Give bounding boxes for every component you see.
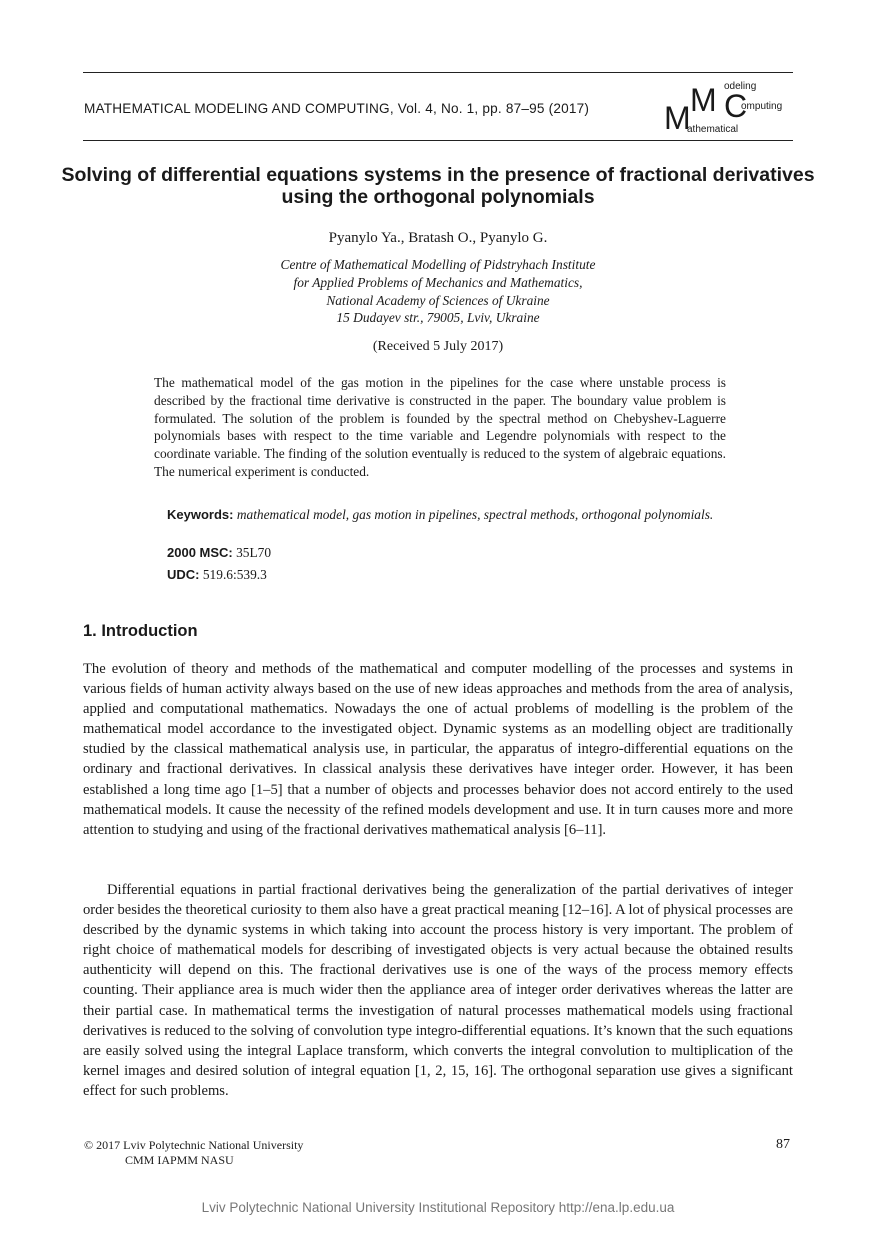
- udc-classification: [167, 567, 267, 583]
- footer-copyright: [84, 1138, 303, 1168]
- logo-letter-m1: M: [664, 100, 691, 136]
- affiliation-line: National Academy of Sciences of Ukraine: [326, 292, 550, 308]
- keywords-label: Keywords:: [167, 507, 234, 522]
- header-top-rule: [83, 72, 793, 73]
- paper-authors: Pyanylo Ya., Bratash O., Pyanylo G.: [328, 230, 548, 246]
- page-number: 87: [776, 1137, 790, 1152]
- msc-label: 2000 MSC:: [167, 545, 233, 560]
- received-date: (Received 5 July 2017): [372, 339, 504, 354]
- msc-classification: [167, 545, 271, 561]
- abstract: The mathematical model of the gas motion in the pipelines for the case where unstable process is described by the fractional time derivative is constructed in the paper. The boundary value problem is formulated. The solution of the problem is founded by the spectral method on Chebyshev-Laguerre polynomials bases with respect to the time variable and Legendre polynomials with respect to the coordinate variable. The finding of the solution eventually is reduced to the system of algebraic equations. The numerical experiment is conducted.: [154, 375, 726, 479]
- keywords-text: mathematical model, gas motion in pipelines, spectral methods, orthogonal polynomials.: [236, 507, 714, 522]
- affiliation: [0, 256, 876, 327]
- logo-word-athematical: athematical: [687, 124, 739, 135]
- affiliation-line: for Applied Problems of Mechanics and Mathematics,: [293, 274, 583, 290]
- affiliation-line: Centre of Mathematical Modelling of Pidstryhach Institute: [280, 257, 596, 272]
- copyright-text: © 2017 Lviv Polytechnic National University: [84, 1138, 304, 1152]
- repository-link[interactable]: Lviv Polytechnic National University Institutional Repository http://ena.lp.edu.ua: [201, 1200, 675, 1215]
- msc-value: 35L70: [236, 545, 272, 560]
- logo-word-odeling: odeling: [724, 81, 757, 92]
- udc-value: 519.6:539.3: [202, 567, 267, 582]
- logo-letter-c: C: [724, 88, 748, 124]
- logo-word-omputing: omputing: [741, 101, 783, 112]
- udc-label: UDC:: [167, 567, 200, 582]
- body-paragraph: The evolution of theory and methods of the mathematical and computer modelling of the processes and systems in various fields of human activity always based on the use of new ideas approaches and methods from the area of analysis, applied and computational mathematics. Nowadays the one of actual problems of modelling is the problem of the mathematical model accordance to the investigated object. Dynamic systems as an modelling object are traditionally studied by the classical mathematical analysis use, in particular, the apparatus of integro-differential equations on the ordinary and fractional derivatives. In classical analysis these derivatives have integer order. However, it has been established a long time ago [1–5] that a number of objects and processes behavior does not accord entirely to the used mathematical models. It cause the necessity of the refined models development and use. It in turn causes more and more attention to studying and using of the fractional derivatives mathematical analysis [6–11].: [83, 661, 793, 838]
- section-heading: 1. Introduction: [83, 622, 198, 640]
- affiliation-line: 15 Dudayev str., 79005, Lviv, Ukraine: [336, 310, 540, 326]
- logo-letter-m2: M: [690, 82, 717, 118]
- paper-title: Solving of differential equations systems in the presence of fractional derivatives using the orthogonal polynomials: [61, 164, 815, 208]
- journal-logo: [664, 78, 794, 138]
- org-text: CMM IAPMM NASU: [125, 1153, 234, 1167]
- journal-citation: MATHEMATICAL MODELING AND COMPUTING, Vol. 4, No. 1, pp. 87–95 (2017): [84, 101, 590, 116]
- body-paragraph: Differential equations in partial fractional derivatives being the generalization of the partial derivatives of integer order besides the theoretical curiosity to them also have a great practical meaning [12–16]. A lot of physical processes are described by the dynamic systems in which taking into account the process history is very important. The problem of right choice of mathematical models for describing of investigated objects is very actual because the obtained results authenticity will depend on this. The fractional derivatives use is one of the ways of the process memory effects counting. Their appliance area is much wider then the appliance area of integer order derivatives whereas the latter are their partial case. In mathematical terms the investigation of natural processes mathematical models using fractional derivatives is reduced to the solving of convolution type integro-differential equations. It’s known that the such equations are easily solved using the integral Laplace transform, which converts the integral convolution to multiplication of the kernel images and desired solution of integral equation [1, 2, 15, 16]. The orthogonal separation use gives a significant effect for such problems.: [83, 882, 793, 1099]
- header-bottom-rule: [83, 140, 793, 141]
- keywords: [154, 506, 726, 524]
